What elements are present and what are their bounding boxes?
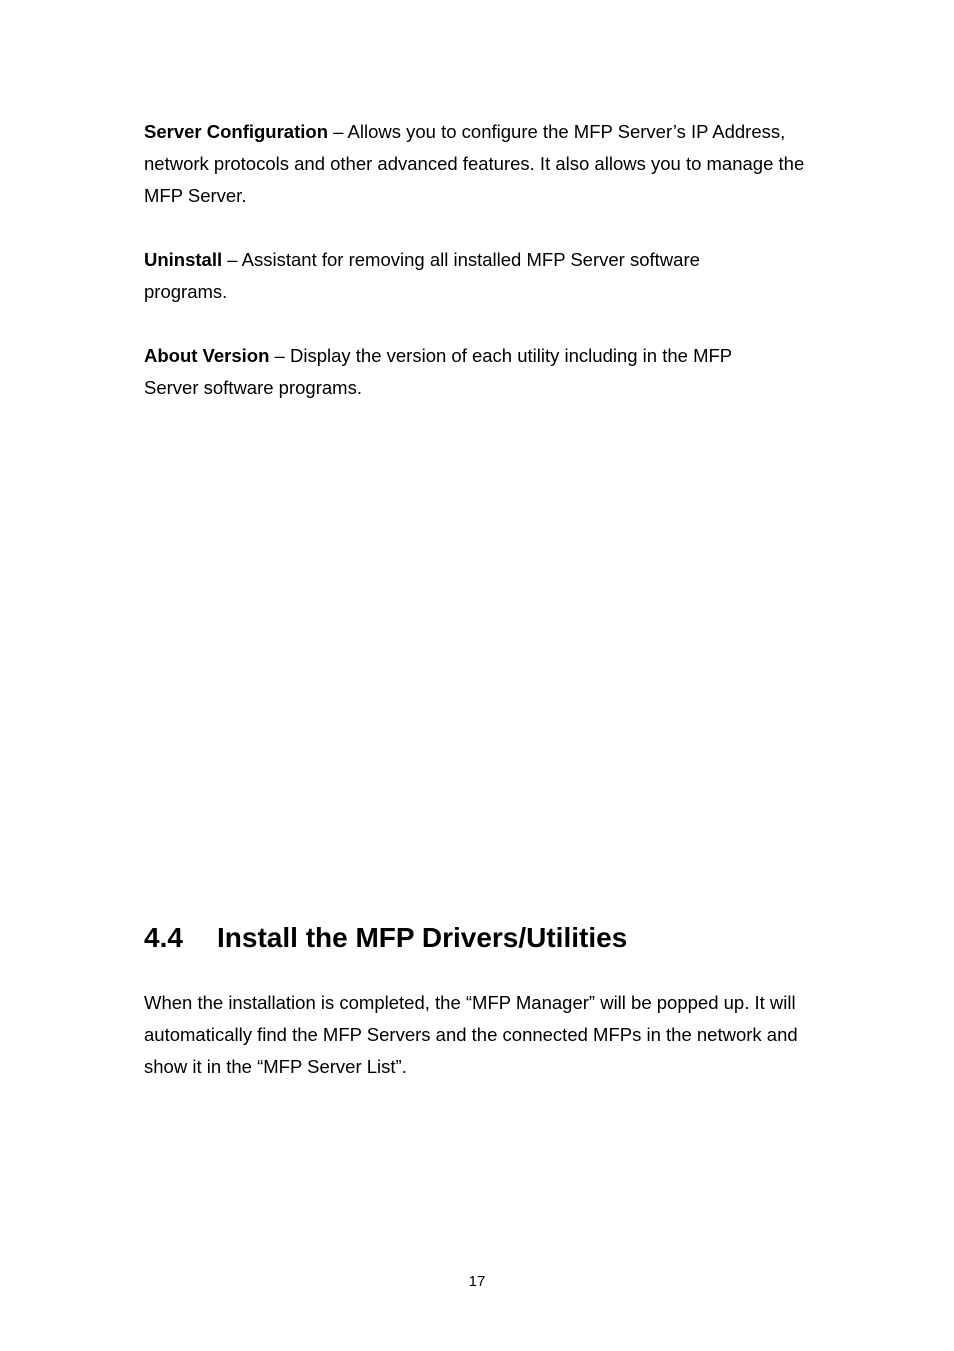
section-heading [144, 918, 627, 958]
about-version-paragraph [144, 340, 774, 404]
about-version-term: About Version [144, 345, 270, 366]
uninstall-description: – Assistant for removing all installed MFP Server software programs. [144, 249, 700, 302]
uninstall-paragraph [144, 244, 744, 308]
server-configuration-description: – Allows you to configure the MFP Server’s IP Address, network protocols and other advanced features. It also allows you to manage the MFP Server. [144, 121, 805, 206]
uninstall-term: Uninstall [144, 249, 223, 270]
page-number: 17 [468, 1273, 486, 1290]
section-number: 4.4 [144, 922, 183, 953]
section-body-paragraph: When the installation is completed, the “MFP Manager” will be popped up. It will automatically find the MFP Servers and the connected MFPs in the network and show it in the “MFP Server List”. [144, 992, 798, 1077]
about-version-description: – Display the version of each utility including in the MFP Server software programs. [144, 345, 732, 398]
server-configuration-paragraph [144, 116, 834, 212]
section-title: Install the MFP Drivers/Utilities [217, 922, 628, 953]
server-configuration-term: Server Configuration [144, 121, 328, 142]
